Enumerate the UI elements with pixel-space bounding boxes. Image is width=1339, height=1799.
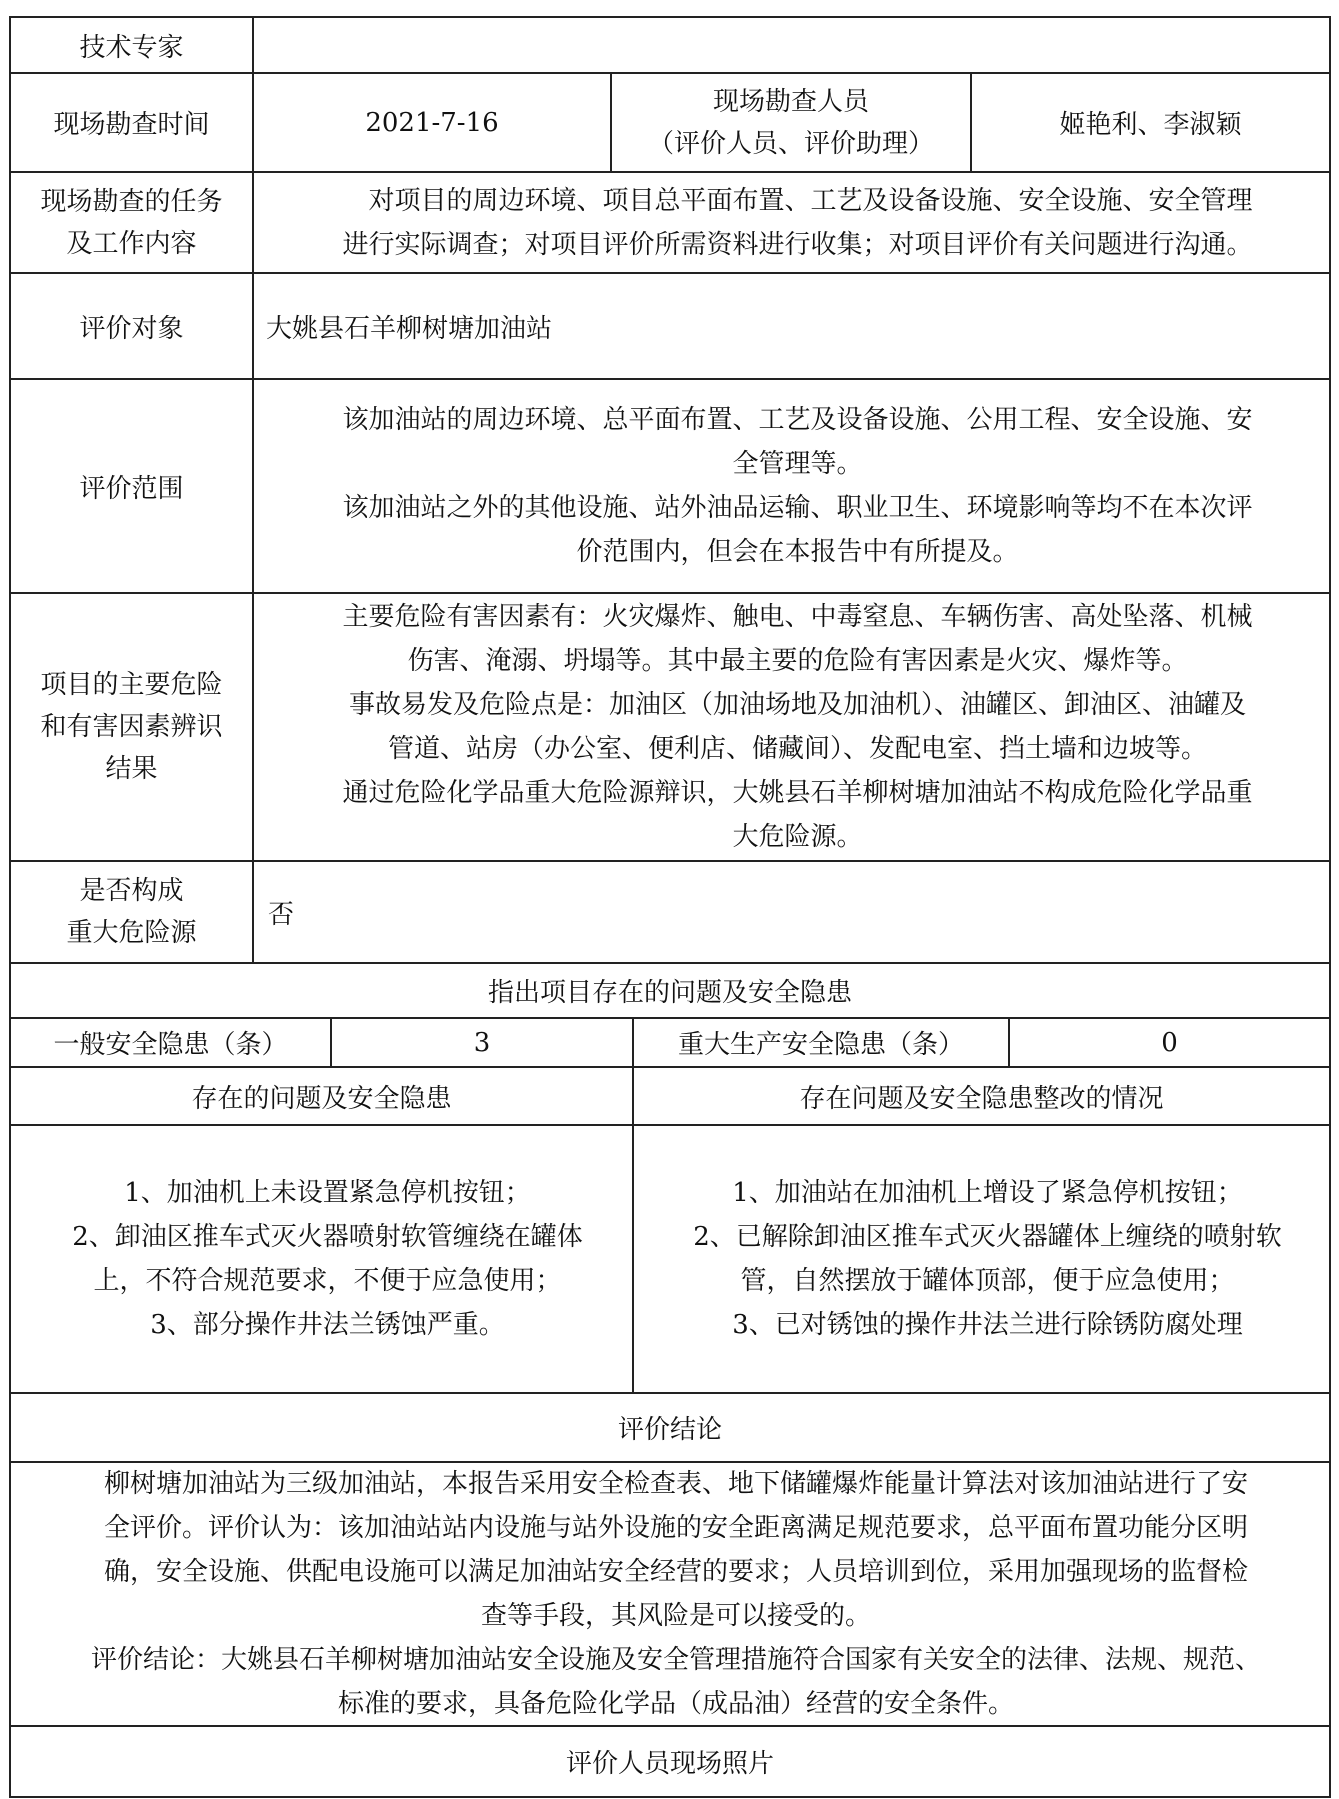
rectification-item: 2、已解除卸油区推车式灭火器罐体上缠绕的喷射软 xyxy=(693,1222,1282,1252)
issue-item: 1、加油机上未设置紧急停机按钮； xyxy=(124,1178,531,1208)
hazard-line: 通过危险化学品重大危险源辩识，大姚县石羊柳树塘加油站不构成危险化学品重 xyxy=(342,778,1253,808)
tech-expert-label: 技术专家 xyxy=(79,32,184,63)
hazard-line: 管道、站房（办公室、便利店、储藏间）、发配电室、挡土墙和边坡等。 xyxy=(387,734,1207,764)
major-hazard-value: 否 xyxy=(268,899,295,930)
conclusion-line: 确，安全设施、供配电设施可以满足加油站安全经营的要求；人员培训到位，采用加强现场的监督检 xyxy=(103,1557,1248,1587)
object-label: 评价对象 xyxy=(79,313,184,344)
scope-label: 评价范围 xyxy=(79,473,184,504)
issue-item: 上，不符合规范要求，不便于应急使用； xyxy=(93,1266,562,1296)
conclusion-header: 评价结论 xyxy=(617,1415,722,1445)
hazard-line: 大危险源。 xyxy=(732,822,863,852)
conclusion-content xyxy=(11,1463,1329,1725)
rectification-item: 管，自然摆放于罐体顶部，便于应急使用； xyxy=(740,1266,1235,1296)
conclusion-line: 评价结论：大姚县石羊柳树塘加油站安全设施及安全管理措施符合国家有关安全的法律、法规、规范、 xyxy=(90,1645,1261,1675)
issues-right-header: 存在问题及安全隐患整改的情况 xyxy=(799,1083,1164,1114)
tech-expert-value xyxy=(254,18,1329,72)
survey-staff-value: 姬艳利、李淑颖 xyxy=(1059,110,1242,140)
scope-line: 该加油站之外的其他设施、站外油品运输、职业卫生、环境影响等均不在本次评 xyxy=(342,493,1253,523)
issues-left-header: 存在的问题及安全隐患 xyxy=(191,1083,452,1114)
scope-line: 该加油站的周边环境、总平面布置、工艺及设备设施、公用工程、安全设施、安 xyxy=(342,405,1253,435)
task-content: 对项目的周边环境、项目总平面布置、工艺及设备设施、安全设施、安全管理 进行实际调查；对项目评价所需资料进行收集；对项目评价有关问题进行沟通。 xyxy=(342,185,1253,260)
scope-content xyxy=(254,380,1329,592)
conclusion-line: 全评价。评价认为：该加油站站内设施与站外设施的安全距离满足规范要求，总平面布置功能分区明 xyxy=(103,1513,1248,1543)
survey-time-value: 2021-7-16 xyxy=(365,107,499,138)
major-hazard-count-value: 0 xyxy=(1161,1027,1178,1058)
scope-line: 全管理等。 xyxy=(732,449,863,479)
task-label: 现场勘查的任务 及工作内容 xyxy=(40,186,223,259)
hazard-label: 项目的主要危险 和有害因素辨识 结果 xyxy=(40,670,223,784)
hazard-content xyxy=(254,594,1329,860)
conclusion-line: 标准的要求，具备危险化学品（成品油）经营的安全条件。 xyxy=(337,1689,1014,1719)
issues-list xyxy=(11,1126,632,1392)
issues-section-header: 指出项目存在的问题及安全隐患 xyxy=(487,978,852,1008)
survey-time-label: 现场勘查时间 xyxy=(53,110,210,140)
issue-item: 2、卸油区推车式灭火器喷射软管缠绕在罐体 xyxy=(72,1222,583,1252)
general-hazard-count-value: 3 xyxy=(473,1027,491,1058)
rectification-item: 3、已对锈蚀的操作井法兰进行除锈防腐处理 xyxy=(732,1310,1243,1340)
photos-header: 评价人员现场照片 xyxy=(565,1749,774,1779)
scope-line: 价范围内，但会在本报告中有所提及。 xyxy=(576,537,1019,567)
rectification-item: 1、加油站在加油机上增设了紧急停机按钮； xyxy=(732,1178,1243,1208)
major-hazard-count-label: 重大生产安全隐患（条） xyxy=(677,1030,964,1060)
object-value: 大姚县石羊柳树塘加油站 xyxy=(266,313,553,344)
conclusion-line: 查等手段，其风险是可以接受的。 xyxy=(480,1601,871,1631)
hazard-line: 事故易发及危险点是：加油区（加油场地及加油机）、油罐区、卸油区、油罐及 xyxy=(348,690,1246,720)
general-hazard-count-label: 一般安全隐患（条） xyxy=(53,1030,288,1060)
survey-staff-label: 现场勘查人员 （评价人员、评价助理） xyxy=(647,86,934,159)
hazard-line: 伤害、淹溺、坍塌等。其中最主要的危险有害因素是火灾、爆炸等。 xyxy=(407,646,1188,676)
hazard-line: 主要危险有害因素有：火灾爆炸、触电、中毒窒息、车辆伤害、高处坠落、机械 xyxy=(342,602,1253,632)
issue-item: 3、部分操作井法兰锈蚀严重。 xyxy=(150,1310,505,1340)
rectification-list xyxy=(634,1126,1329,1392)
conclusion-line: 柳树塘加油站为三级加油站，本报告采用安全检查表、地下储罐爆炸能量计算法对该加油站进行了安 xyxy=(103,1469,1248,1499)
major-hazard-label: 是否构成 重大危险源 xyxy=(66,876,197,948)
